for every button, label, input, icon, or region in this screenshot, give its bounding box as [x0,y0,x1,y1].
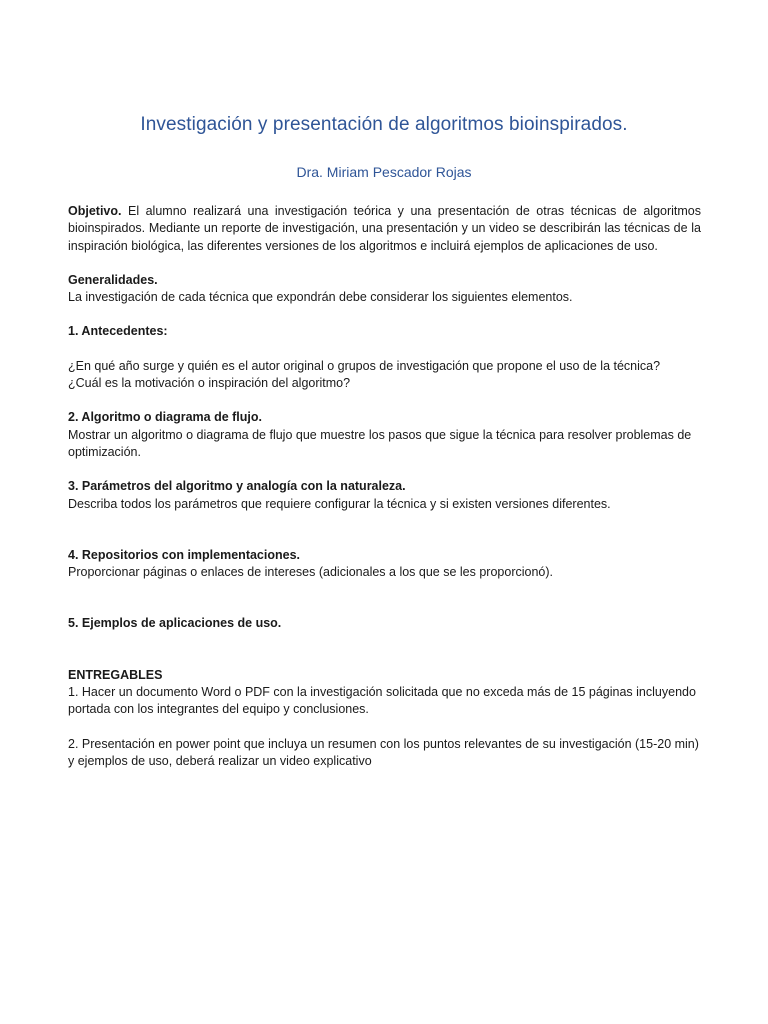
document-body [68,203,701,770]
objective-text: El alumno realizará una investigación teórica y una presentación de otras técnicas de algoritmos bioinspirados. Mediante un reporte de investigación, una presentación y un video se describirán las técnicas de la inspiración biológica, las diferentes versiones de los algoritmos e incluirá ejemplos de aplicaciones de uso. [68,204,701,253]
objective-label: Objetivo. [68,204,122,218]
section-3-heading: 3. Parámetros del algoritmo y analogía con la naturaleza. [68,479,406,494]
section-1-line-1: ¿En qué año surge y quién es el autor original o grupos de investigación que propone el uso de la técnica? [68,358,661,373]
section-2-heading: 2. Algoritmo o diagrama de flujo. [68,410,263,425]
deliverable-item-2: 2. Presentación en power point que incluya un resumen con los puntos relevantes de su investigación (15-20 min) y ejemplos de uso, deberá realizar un video explicativo [68,736,699,768]
section-5-heading: 5. Ejemplos de aplicaciones de uso. [68,616,282,631]
section-4-heading: 4. Repositorios con implementaciones. [68,547,301,562]
objective-paragraph [68,203,701,255]
section-4-line-1: Proporcionar páginas o enlaces de intereses (adicionales a los que se les proporcionó). [68,565,554,580]
document-author: Dra. Miriam Pescador Rojas [296,164,472,180]
deliverables-heading: ENTREGABLES [68,667,163,682]
general-text: La investigación de cada técnica que expondrán debe considerar los siguientes elementos. [68,290,573,305]
deliverable-item-1: 1. Hacer un documento Word o PDF con la investigación solicitada que no exceda más de 15 páginas incluyendo portada con los integrantes del equipo y conclusiones. [68,685,696,717]
section-2-line-1: Mostrar un algoritmo o diagrama de flujo que muestre los pasos que sigue la técnica para resolver problemas de optimización. [68,427,692,459]
document-title: Investigación y presentación de algoritmos bioinspirados. [140,114,628,135]
section-1-line-2: ¿Cuál es la motivación o inspiración del algoritmo? [68,376,351,391]
section-3-line-1: Describa todos los parámetros que requiere configurar la técnica y si existen versiones diferentes. [68,496,611,511]
general-heading: Generalidades. [68,272,158,287]
section-1-heading: 1. Antecedentes: [68,324,168,339]
